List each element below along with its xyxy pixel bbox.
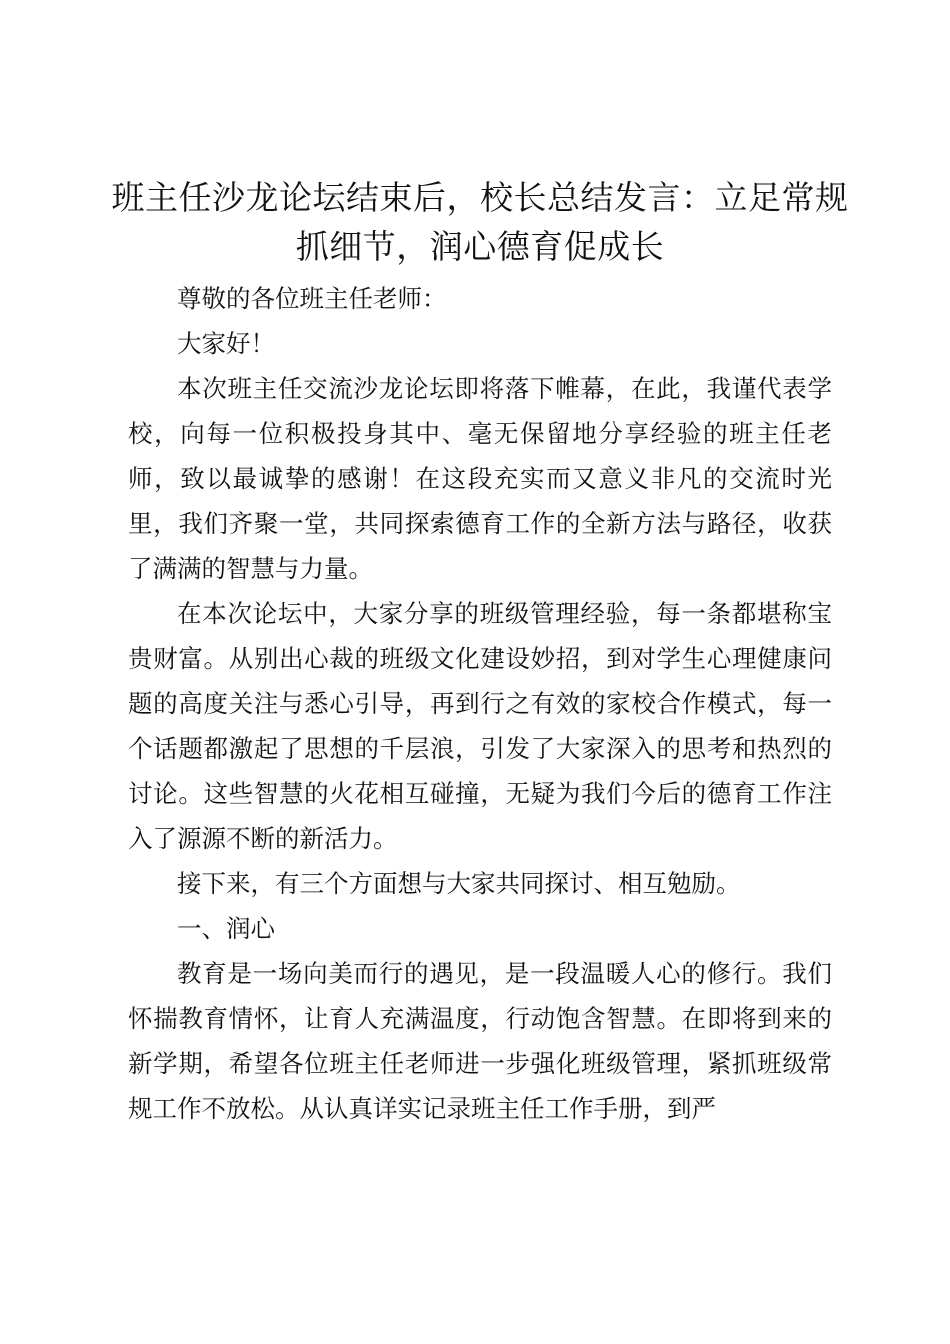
body-paragraph: 在本次论坛中，大家分享的班级管理经验，每一条都堪称宝贵财富。从别出心裁的班级文化建设妙招，到对学生心理健康问题的高度关注与悉心引导，再到行之有效的家校合作模式，每一个话题都激起了思想的千层浪，引发了大家深入的思考和热烈的讨论。这些智慧的火花相互碰撞，无疑为我们今后的德育工作注入了源源不断的新活力。 [128, 599, 832, 853]
document-title: 班主任沙龙论坛结束后，校长总结发言：立足常规抓细节，润心德育促成长 [111, 178, 849, 266]
body-paragraph: 接下来，有三个方面想与大家共同探讨、相互勉励。 [177, 869, 741, 898]
body-paragraph: 教育是一场向美而行的遇见，是一段温暖人心的修行。我们怀揣教育情怀，让育人充满温度，行动饱含智慧。在即将到来的新学期，希望各位班主任老师进一步强化班级管理，紧抓班级常规工作不放松。从认真详实记录班主任工作手册，到严 [128, 959, 832, 1123]
greeting: 大家好！ [177, 329, 275, 358]
body-paragraph: 本次班主任交流沙龙论坛即将落下帷幕，在此，我谨代表学校，向每一位积极投身其中、毫无保留地分享经验的班主任老师，致以最诚挚的感谢！在这段充实而又意义非凡的交流时光里，我们齐聚一堂，共同探索德育工作的全新方法与路径，收获了满满的智慧与力量。 [128, 374, 832, 583]
section-heading: 一、润心 [177, 914, 275, 943]
salutation: 尊敬的各位班主任老师： [177, 284, 447, 313]
document-body [128, 276, 832, 1131]
